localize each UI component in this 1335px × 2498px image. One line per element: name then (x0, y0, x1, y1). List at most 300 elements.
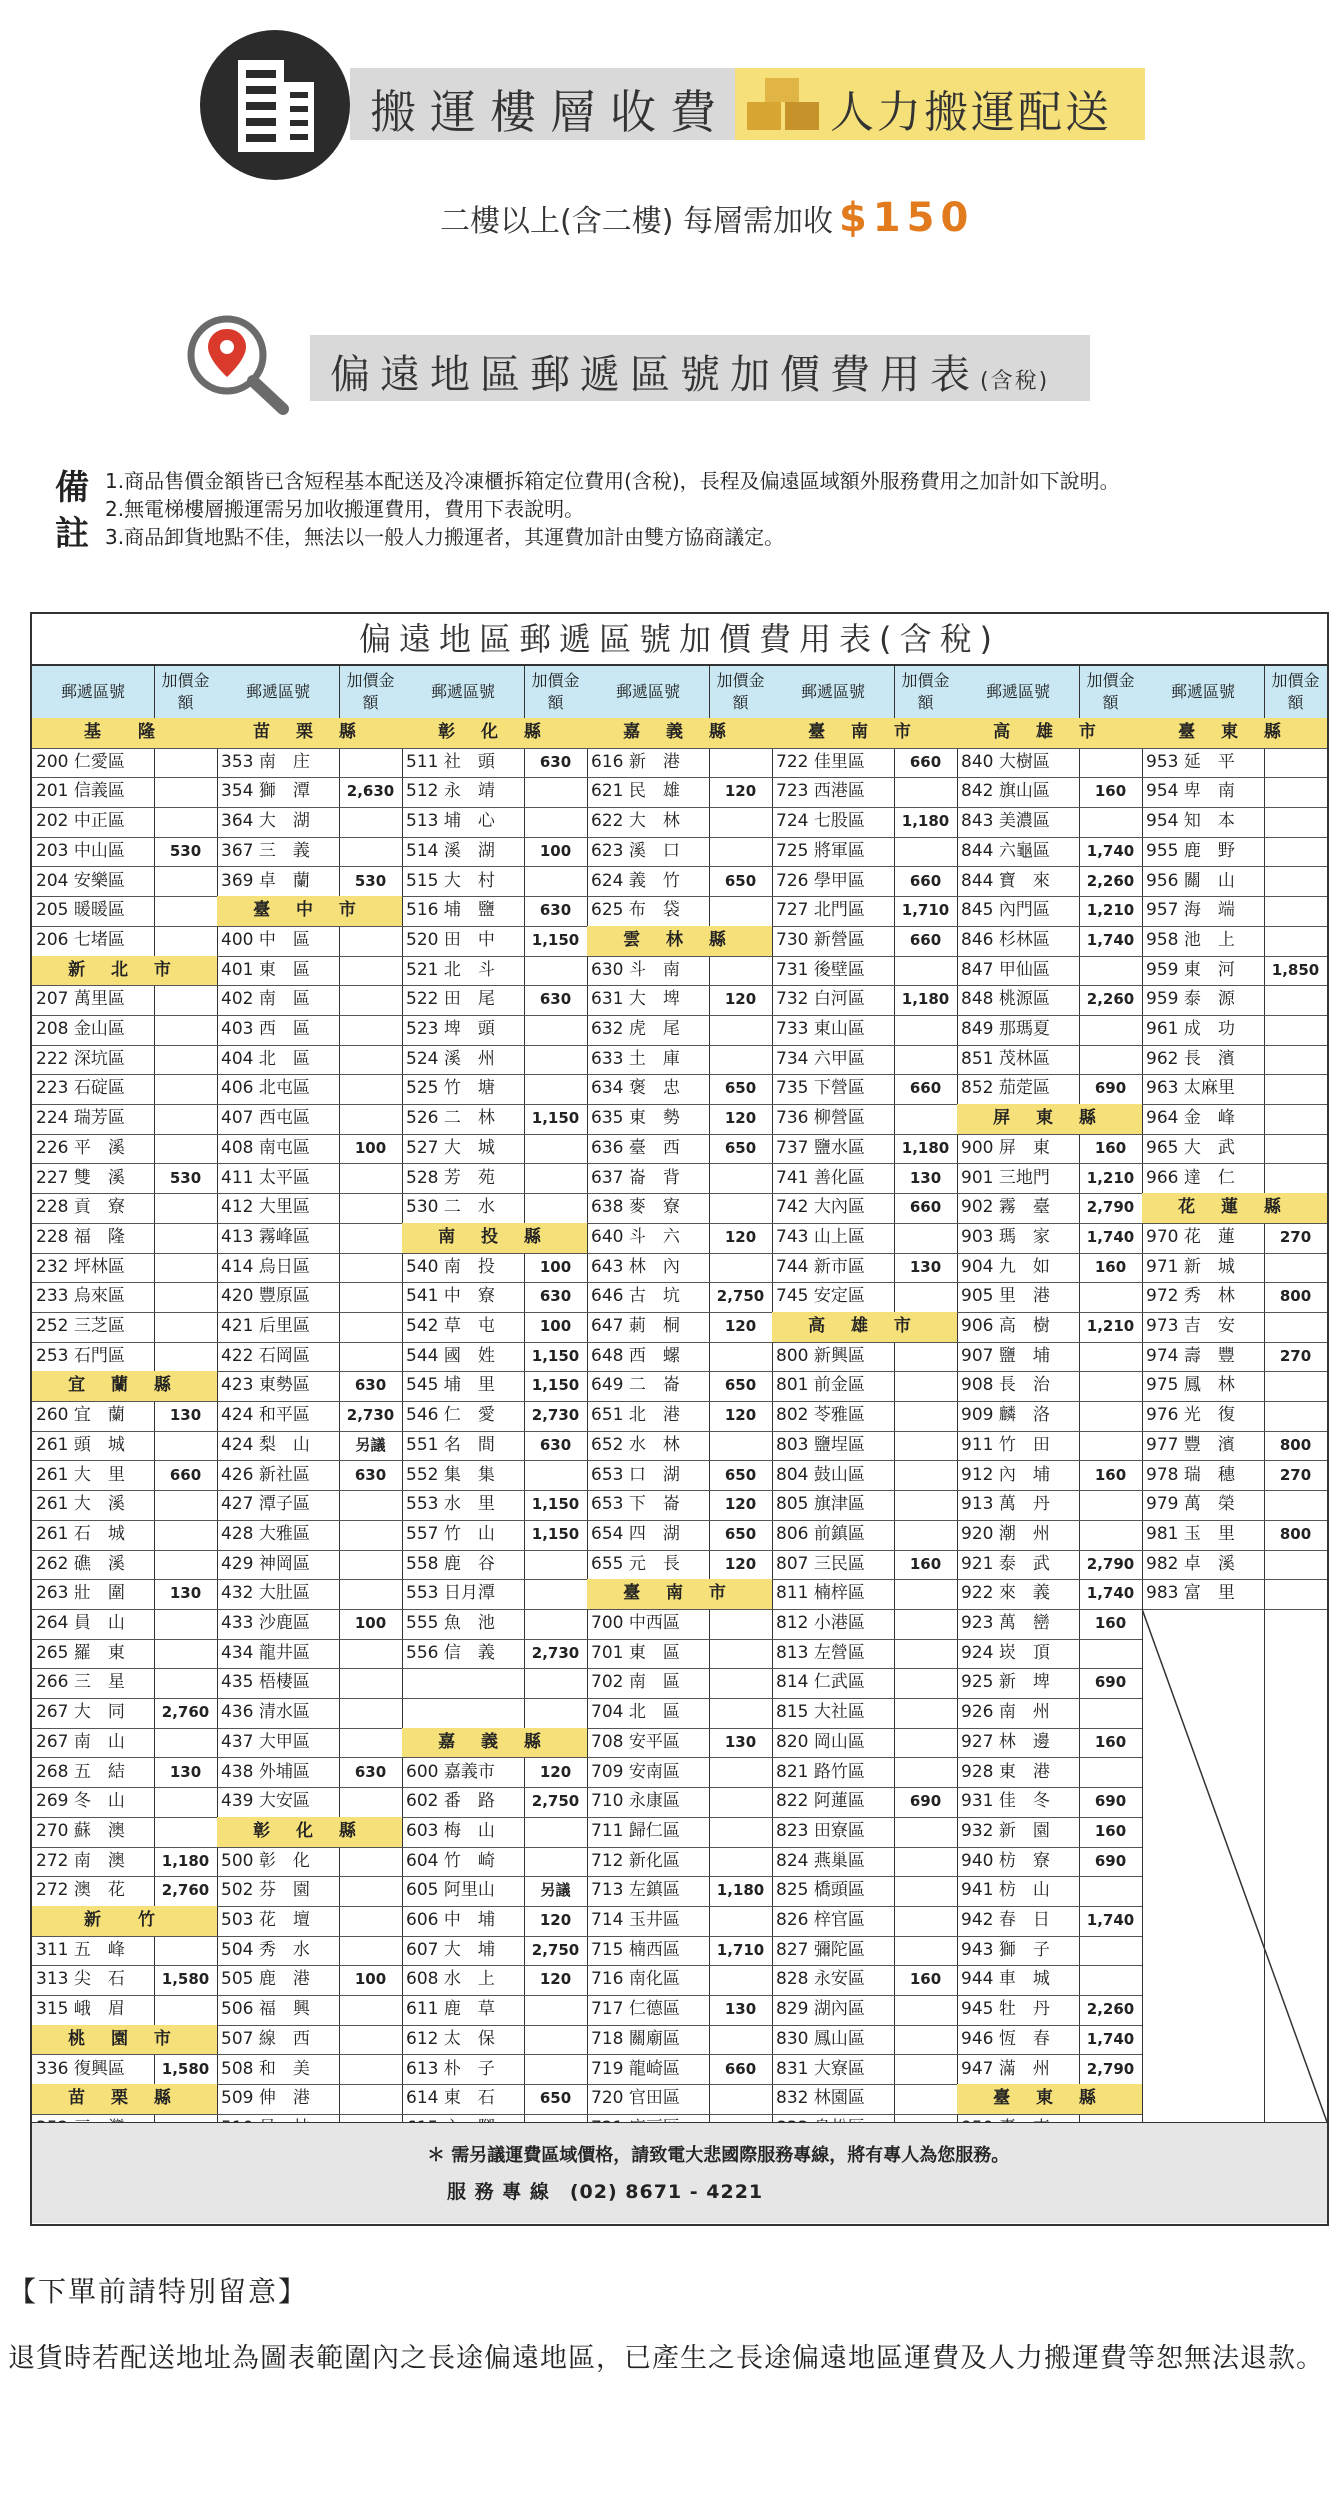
zip-district: 523 埤 頭 (406, 1019, 495, 1039)
table-row (772, 1847, 957, 1878)
zip-district: 203 中山區 (36, 840, 125, 861)
surcharge-amount: 1,180 (901, 990, 950, 1009)
table-row (772, 867, 957, 898)
table-row (217, 1074, 402, 1105)
zip-district: 612 太 保 (406, 2028, 495, 2049)
zip-district: 635 東 勢 (591, 1108, 680, 1129)
zip-district: 541 中 寮 (406, 1286, 495, 1307)
table-row (32, 1461, 217, 1492)
table-row (587, 1223, 772, 1254)
table-row (587, 1253, 772, 1284)
table-row (1142, 1074, 1327, 1105)
zip-district: 557 竹 山 (406, 1523, 495, 1544)
column-header (402, 666, 587, 719)
price-header: 加價金額 (346, 671, 395, 712)
table-row (32, 1134, 217, 1165)
region-header-row (32, 1906, 217, 1937)
zip-district: 733 東山區 (776, 1019, 865, 1039)
zip-district: 428 大雅區 (221, 1523, 310, 1544)
table-row (402, 1520, 587, 1551)
zip-district: 829 湖內區 (776, 1999, 865, 2020)
zip-district: 208 金山區 (36, 1019, 125, 1039)
table-row (587, 1490, 772, 1521)
zip-district: 204 安樂區 (36, 870, 125, 891)
surcharge-amount: 630 (539, 1435, 572, 1454)
zip-district: 640 斗 六 (591, 1226, 680, 1247)
zip-district: 827 彌陀區 (776, 1939, 865, 1960)
table-row (402, 1371, 587, 1402)
zip-district: 822 阿蓮區 (776, 1791, 865, 1812)
surcharge-amount: 660 (169, 1465, 202, 1484)
table-row (772, 1282, 957, 1313)
zip-district: 524 溪 州 (406, 1048, 495, 1069)
zip-district: 558 鹿 谷 (406, 1553, 495, 1574)
zip-district: 613 朴 子 (406, 2058, 495, 2079)
region-header-row (957, 1104, 1142, 1135)
table-row (217, 2084, 402, 2115)
zip-district: 900 屏 東 (961, 1137, 1050, 1158)
table-row (1142, 1312, 1327, 1343)
zip-header: 郵遞區號 (1142, 666, 1265, 718)
zip-district: 731 後壁區 (776, 959, 865, 980)
table-row (32, 1758, 217, 1789)
table-row (587, 956, 772, 987)
table-column-1 (32, 666, 218, 2122)
notice-body: 退貨時若配送地址為圖表範圍內之長途偏遠地區，已產生之長途偏遠地區運費及人力搬運費等恕無法退款。 (8, 2343, 1324, 2374)
table-row (587, 1461, 772, 1492)
surcharge-amount: 130 (169, 1584, 202, 1603)
region-header-row (957, 718, 1142, 749)
zip-district: 401 東 區 (221, 959, 310, 980)
zip-district: 607 大 埔 (406, 1939, 495, 1960)
zip-district: 630 斗 南 (591, 959, 680, 980)
zip-district: 832 林園區 (776, 2088, 865, 2109)
zip-district: 420 豐原區 (221, 1286, 310, 1307)
table-row (32, 1787, 217, 1818)
surcharge-amount: 1,150 (531, 1524, 580, 1543)
table-row (217, 1936, 402, 1967)
table-row (1142, 1579, 1327, 1610)
table-row (217, 1550, 402, 1581)
surcharge-amount: 120 (724, 1495, 757, 1514)
surcharge-amount: 160 (1094, 1821, 1127, 1840)
table-row (1142, 1282, 1327, 1313)
surcharge-amount: 2,750 (716, 1287, 765, 1306)
zip-district: 852 茄萣區 (961, 1078, 1050, 1099)
zip-district: 741 善化區 (776, 1167, 865, 1188)
zip-district: 732 白河區 (776, 989, 865, 1010)
table-row (217, 1164, 402, 1195)
zip-district: 552 集 集 (406, 1464, 495, 1485)
table-row (402, 1015, 587, 1046)
surcharge-amount: 1,150 (531, 1346, 580, 1365)
zip-district: 266 三 星 (36, 1672, 125, 1693)
zip-district: 825 橋頭區 (776, 1880, 865, 1901)
table-row (587, 1104, 772, 1135)
zip-district: 813 左營區 (776, 1642, 865, 1663)
table-row (772, 1461, 957, 1492)
zip-district: 702 南 區 (591, 1672, 680, 1693)
zip-district: 802 苓雅區 (776, 1405, 865, 1426)
table-row (957, 1817, 1142, 1848)
table-row (957, 777, 1142, 808)
zip-district: 646 古 坑 (591, 1286, 680, 1307)
zip-district: 423 東勢區 (221, 1375, 310, 1396)
price-header: 加價金額 (531, 671, 580, 712)
table-row (32, 1728, 217, 1759)
table-row (217, 1876, 402, 1907)
table-row (217, 1906, 402, 1937)
zip-district: 973 吉 安 (1146, 1316, 1235, 1336)
table-row (957, 1906, 1142, 1937)
price-header: 加價金額 (901, 671, 950, 712)
table-row (587, 1965, 772, 1996)
table-row (402, 1847, 587, 1878)
zip-district: 719 龍崎區 (591, 2058, 680, 2079)
zip-district: 253 石門區 (36, 1345, 125, 1366)
table-row (402, 1401, 587, 1432)
table-row (217, 1134, 402, 1165)
table-row (402, 1431, 587, 1462)
surcharge-amount: 100 (539, 1317, 572, 1335)
zip-district: 232 坪林區 (36, 1256, 125, 1277)
price-header: 加價金額 (1271, 671, 1320, 712)
table-row (957, 1520, 1142, 1551)
surcharge-amount: 690 (1094, 1851, 1127, 1870)
region-name: 雲 林 縣 (623, 929, 736, 950)
table-row (587, 2025, 772, 2056)
table-row (957, 1876, 1142, 1907)
surcharge-amount: 690 (1094, 1673, 1127, 1692)
surcharge-amount: 120 (724, 1554, 757, 1573)
zip-district: 811 楠梓區 (776, 1583, 865, 1604)
zip-district: 207 萬里區 (36, 989, 125, 1010)
zip-district: 228 貢 寮 (36, 1197, 125, 1218)
table-row (32, 748, 217, 779)
surcharge-amount: 1,740 (1086, 930, 1135, 949)
table-row (1142, 1401, 1327, 1432)
zip-district: 908 長 治 (961, 1375, 1050, 1396)
table-row (402, 1104, 587, 1135)
zip-district: 267 大 同 (36, 1702, 125, 1723)
table-row (32, 1609, 217, 1640)
zip-district: 745 安定區 (776, 1286, 865, 1307)
zip-district: 737 鹽水區 (776, 1137, 865, 1158)
table-row (32, 837, 217, 868)
zip-district: 504 秀 水 (221, 1939, 310, 1960)
region-name: 彰 化 縣 (438, 722, 551, 742)
zip-district: 840 大樹區 (961, 751, 1050, 772)
table-row (587, 1520, 772, 1551)
surcharge-amount: 120 (724, 1406, 757, 1425)
table-row (957, 807, 1142, 838)
zip-district: 315 峨 眉 (36, 1999, 125, 2020)
table-row (957, 926, 1142, 957)
table-row (587, 1936, 772, 1967)
zip-header: 郵遞區號 (402, 666, 525, 718)
table-row (772, 1074, 957, 1105)
zip-district: 272 澳 花 (36, 1880, 125, 1901)
surcharge-amount: 1,710 (716, 1940, 765, 1959)
region-name: 新 竹 (84, 1910, 165, 1930)
region-name: 屏 東 縣 (993, 1108, 1106, 1129)
surcharge-amount: 650 (724, 1376, 757, 1395)
table-row (772, 956, 957, 987)
zip-district: 421 后里區 (221, 1316, 310, 1336)
region-header-row (957, 2084, 1142, 2115)
surcharge-amount: 160 (1094, 1138, 1127, 1157)
table-row (772, 926, 957, 957)
zip-district: 734 六甲區 (776, 1048, 865, 1069)
zip-district: 803 鹽埕區 (776, 1434, 865, 1455)
zip-district: 544 國 姓 (406, 1345, 495, 1366)
zip-district: 512 永 靖 (406, 781, 495, 802)
table-row (957, 1698, 1142, 1729)
zip-district: 712 新化區 (591, 1850, 680, 1871)
table-row (957, 1371, 1142, 1402)
zip-district: 976 光 復 (1146, 1405, 1235, 1426)
zip-district: 932 新 園 (961, 1820, 1050, 1841)
surcharge-amount: 2,730 (531, 1643, 580, 1662)
table-row (957, 1550, 1142, 1581)
table-row (402, 1490, 587, 1521)
zip-district: 621 民 雄 (591, 781, 680, 802)
table-row (402, 1965, 587, 1996)
zip-district: 902 霧 臺 (961, 1197, 1050, 1218)
table-row (772, 1728, 957, 1759)
zip-district: 963 太麻里 (1146, 1078, 1235, 1099)
zip-district: 800 新興區 (776, 1345, 865, 1366)
boxes-icon (745, 76, 825, 132)
table-row (402, 1906, 587, 1937)
table-row (402, 837, 587, 868)
table-row (772, 1936, 957, 1967)
table-row (957, 1965, 1142, 1996)
table-row (957, 1134, 1142, 1165)
zip-district: 801 前金區 (776, 1375, 865, 1396)
zip-district: 711 歸仁區 (591, 1820, 680, 1841)
surcharge-amount: 1,150 (531, 1109, 580, 1128)
zip-district: 743 山上區 (776, 1226, 865, 1247)
table-row (32, 1253, 217, 1284)
zip-district: 849 那瑪夏 (961, 1019, 1050, 1039)
table-row (587, 1876, 772, 1907)
column-header (772, 666, 957, 719)
zip-district: 708 安平區 (591, 1731, 680, 1752)
zip-district: 624 義 竹 (591, 870, 680, 891)
price-header: 加價金額 (161, 671, 210, 712)
table-row (402, 985, 587, 1016)
region-header-row (217, 718, 402, 749)
zip-district: 958 池 上 (1146, 929, 1235, 950)
table-row (1142, 956, 1327, 987)
region-header-row (217, 1817, 402, 1848)
zip-district: 724 七股區 (776, 811, 865, 832)
table-row (772, 2055, 957, 2086)
table-row (587, 1906, 772, 1937)
table-row (217, 2025, 402, 2056)
table-row (32, 1223, 217, 1254)
surcharge-amount: 120 (539, 1970, 572, 1989)
zip-district: 742 大內區 (776, 1197, 865, 1218)
zip-district: 545 埔 里 (406, 1375, 495, 1396)
table-column-2 (217, 666, 403, 2122)
surcharge-amount: 1,150 (531, 1376, 580, 1395)
zip-district: 922 來 義 (961, 1583, 1050, 1604)
table-row (772, 837, 957, 868)
surcharge-amount: 160 (909, 1970, 942, 1989)
floor-surcharge-text: 二樓以上(含二樓) 每層需加收 (440, 204, 833, 239)
table-row (32, 1668, 217, 1699)
table-row (957, 1490, 1142, 1521)
surcharge-amount: 660 (724, 2059, 757, 2078)
table-row (217, 1253, 402, 1284)
table-row (217, 1015, 402, 1046)
region-name: 嘉 義 縣 (438, 1731, 551, 1752)
zip-district: 424 梨 山 (221, 1434, 310, 1455)
zip-district: 921 泰 武 (961, 1553, 1050, 1574)
surcharge-amount: 1,740 (1086, 1227, 1135, 1246)
table-row (957, 1312, 1142, 1343)
table-row (217, 1758, 402, 1789)
zip-district: 369 卓 蘭 (221, 870, 310, 891)
table-row (32, 1817, 217, 1848)
table-row (32, 1074, 217, 1105)
table-row (402, 1193, 587, 1224)
zip-district: 947 滿 州 (961, 2058, 1050, 2079)
surcharge-amount: 120 (724, 1317, 757, 1335)
table-row (957, 1342, 1142, 1373)
notes-lines (105, 467, 1120, 551)
table-row (772, 2084, 957, 2115)
surcharge-amount: 1,710 (901, 901, 950, 920)
table-row (1142, 1104, 1327, 1135)
zip-district: 926 南 州 (961, 1702, 1050, 1723)
table-row (1142, 1015, 1327, 1046)
surcharge-amount: 650 (724, 1138, 757, 1157)
zip-district: 638 麥 寮 (591, 1197, 680, 1218)
surcharge-amount: 160 (1094, 1732, 1127, 1751)
zip-district: 652 水 林 (591, 1434, 680, 1455)
table-row (402, 1461, 587, 1492)
zip-district: 427 潭子區 (221, 1494, 310, 1515)
table-row (402, 1134, 587, 1165)
surcharge-amount: 120 (724, 1227, 757, 1246)
table-row (402, 956, 587, 987)
region-header-row (772, 1312, 957, 1343)
table-row (957, 1193, 1142, 1224)
table-column-3 (402, 666, 588, 2122)
table-row (217, 1342, 402, 1373)
zip-district: 824 燕巢區 (776, 1850, 865, 1871)
zip-district: 823 田寮區 (776, 1820, 865, 1841)
zip-district: 828 永安區 (776, 1969, 865, 1990)
zip-district: 716 南化區 (591, 1969, 680, 1990)
table-row (587, 1609, 772, 1640)
table-row (957, 1253, 1142, 1284)
surcharge-amount: 1,740 (1086, 2029, 1135, 2048)
table-row (772, 1253, 957, 1284)
zip-district: 821 路竹區 (776, 1761, 865, 1782)
zip-district: 905 里 港 (961, 1286, 1050, 1307)
region-header-row (402, 718, 587, 749)
table-row (217, 1668, 402, 1699)
surcharge-amount: 1,740 (1086, 841, 1135, 860)
zip-district: 970 花 蓮 (1146, 1226, 1235, 1247)
surcharge-amount: 2,790 (1086, 1554, 1135, 1573)
zip-district: 555 魚 池 (406, 1613, 495, 1633)
zip-district: 228 福 隆 (36, 1226, 125, 1247)
zip-district: 527 大 城 (406, 1137, 495, 1158)
table-row (957, 1668, 1142, 1699)
region-header-row (772, 718, 957, 749)
table-row (587, 1550, 772, 1581)
table-row (957, 1282, 1142, 1313)
table-row (32, 1282, 217, 1313)
table-row (957, 1164, 1142, 1195)
table-row (402, 777, 587, 808)
region-header-row (587, 1579, 772, 1610)
remote-fee-title-suffix: (含稅) (980, 369, 1050, 394)
surcharge-amount: 2,790 (1086, 1198, 1135, 1217)
table-row (1142, 896, 1327, 927)
price-header: 加價金額 (716, 671, 765, 712)
table-row (587, 867, 772, 898)
zip-district: 653 下 崙 (591, 1494, 680, 1515)
column-header (217, 666, 402, 719)
table-row (32, 896, 217, 927)
zip-district: 403 西 區 (221, 1019, 310, 1039)
zip-district: 424 和平區 (221, 1405, 310, 1426)
table-row (957, 1847, 1142, 1878)
zip-district: 744 新市區 (776, 1256, 865, 1277)
region-name: 臺 南 市 (808, 722, 921, 742)
table-row (1142, 837, 1327, 868)
footer-note: ＊ 需另議運費區域價格，請致電大悲國際服務專線，將有專人為您服務。 (427, 2145, 1010, 2166)
floor-surcharge-line (440, 195, 974, 241)
table-row (957, 837, 1142, 868)
zip-district: 962 長 濱 (1146, 1048, 1235, 1069)
zip-district: 522 田 尾 (406, 989, 495, 1010)
table-row (587, 1134, 772, 1165)
table-row (402, 1995, 587, 2026)
zip-district: 911 竹 田 (961, 1434, 1050, 1455)
table-row (402, 1312, 587, 1343)
table-row (957, 867, 1142, 898)
table-row (217, 777, 402, 808)
zip-district: 954 卑 南 (1146, 781, 1235, 802)
table-row (217, 2055, 402, 2086)
surcharge-amount: 130 (169, 1762, 202, 1781)
map-search-icon (175, 305, 295, 415)
table-row (772, 985, 957, 1016)
zip-district: 649 二 崙 (591, 1375, 680, 1396)
table-row (217, 1787, 402, 1818)
region-header-row (32, 956, 217, 987)
table-row (957, 1045, 1142, 1076)
table-row (587, 837, 772, 868)
zip-district: 714 玉井區 (591, 1910, 680, 1930)
table-row (217, 807, 402, 838)
surcharge-amount: 2,260 (1086, 990, 1135, 1009)
zip-district: 912 內 埔 (961, 1464, 1050, 1485)
zip-district: 982 卓 溪 (1146, 1553, 1235, 1574)
table-row (1142, 867, 1327, 898)
empty-cell-diagonal (1142, 1609, 1327, 2122)
zip-district: 806 前鎮區 (776, 1523, 865, 1544)
zip-district: 205 暖暖區 (36, 900, 125, 921)
surcharge-amount: 120 (724, 1109, 757, 1128)
